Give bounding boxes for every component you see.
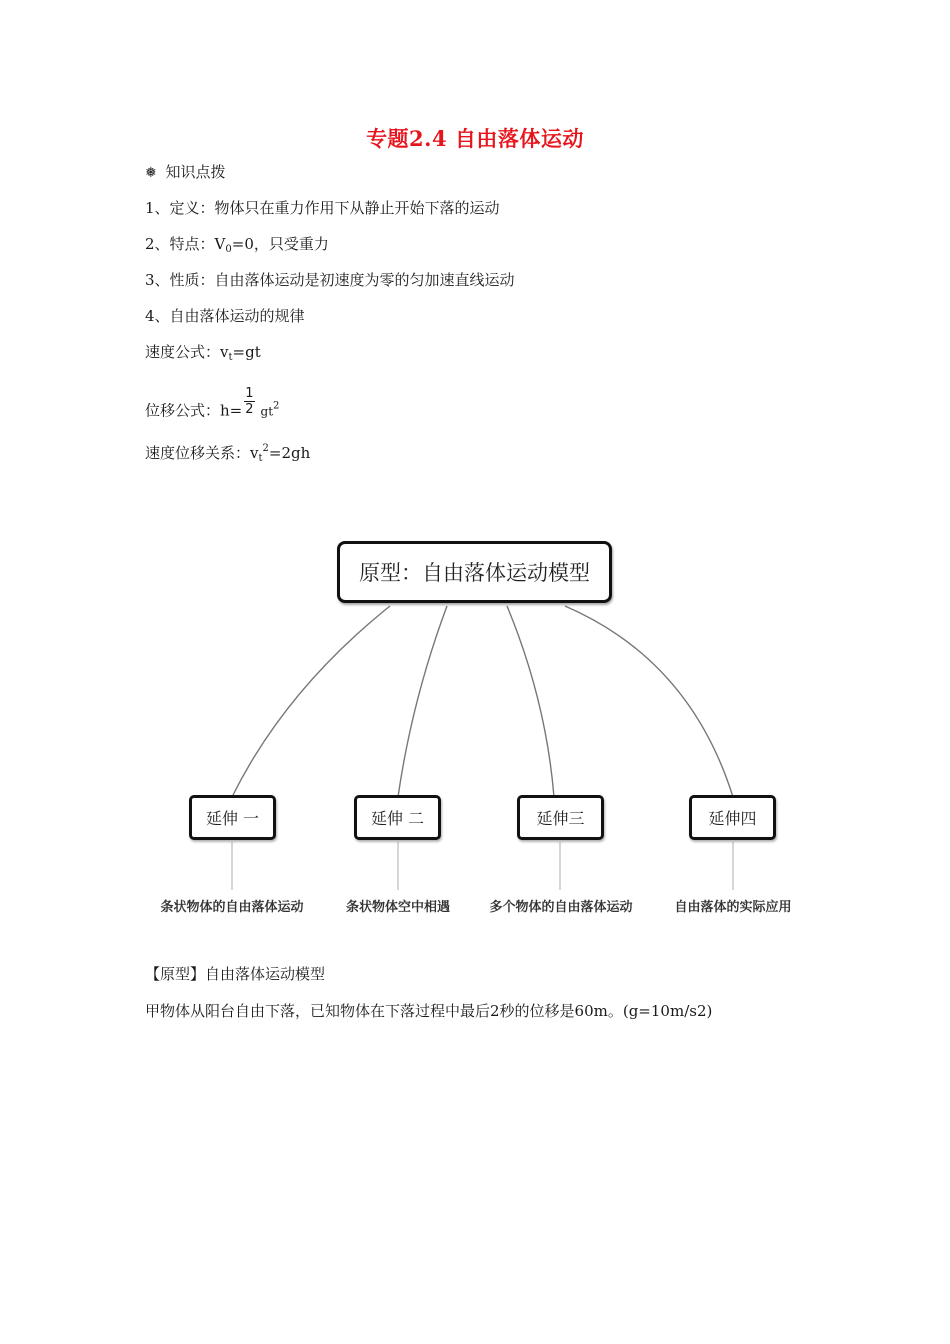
connector-root-ext4 <box>565 606 733 797</box>
extension-label-2: 条状物体空中相遇 <box>345 900 450 915</box>
point-laws: 4、自由落体运动的规律 <box>145 307 305 325</box>
point-features-prefix: 2、特点：V <box>145 235 226 253</box>
extension-label-4: 自由落体的实际应用 <box>674 900 792 915</box>
prototype-heading: 【原型】自由落体运动模型 <box>145 965 326 983</box>
section-heading <box>145 162 226 183</box>
prototype-problem: 甲物体从阳台自由下落，已知物体在下落过程中最后2秒的位移是60m。(g=10m/s2) <box>145 1002 713 1020</box>
displacement-formula <box>145 386 280 427</box>
displacement-formula-label: 位移公式： <box>145 401 221 420</box>
page-title: 专题2.4 自由落体运动 <box>366 126 584 151</box>
displacement-formula-gt: gt <box>260 404 274 419</box>
velocity-formula-rest: =gt <box>232 343 261 361</box>
velocity-displacement-relation <box>145 439 310 469</box>
connector-root-ext1 <box>232 606 390 797</box>
fraction-denominator: 2 <box>245 402 254 417</box>
extension-node-4: 延伸四 <box>689 795 776 840</box>
vd-relation-rest: =2gh <box>268 444 311 462</box>
extension-label-1: 条状物体的自由落体运动 <box>160 900 304 915</box>
diagram-root-node: 原型：自由落体运动模型 <box>337 541 612 603</box>
connector-root-ext2 <box>398 606 447 797</box>
vd-relation-label: 速度位移关系： <box>145 444 251 462</box>
extension-label-3: 多个物体的自由落体运动 <box>489 900 633 915</box>
velocity-formula-label: 速度公式： <box>145 343 221 361</box>
snowflake-bullet-icon: ❅ <box>145 165 157 181</box>
extension-node-2: 延伸 二 <box>354 795 441 840</box>
connector-root-ext3 <box>507 606 554 797</box>
point-features <box>145 234 329 260</box>
displacement-formula-exp: 2 <box>273 400 280 412</box>
velocity-formula-v: v <box>220 343 229 361</box>
velocity-formula-sub: t <box>228 352 233 363</box>
fraction-numerator: 1 <box>245 386 254 401</box>
extension-node-1: 延伸 一 <box>189 795 276 840</box>
point-definition: 1、定义：物体只在重力作用下从静止开始下落的运动 <box>145 199 500 217</box>
vd-relation-exp: 2 <box>262 443 269 454</box>
extension-node-3: 延伸三 <box>517 795 604 840</box>
velocity-formula <box>145 342 261 368</box>
point-nature: 3、性质：自由落体运动是初速度为零的匀加速直线运动 <box>145 271 515 289</box>
point-features-suffix: =0，只受重力 <box>231 235 329 253</box>
fraction-one-half <box>244 386 254 417</box>
displacement-formula-h: h= <box>220 401 243 420</box>
vd-relation-v: v <box>250 444 259 462</box>
point-features-sub: 0 <box>225 244 232 255</box>
vd-relation-sub: t <box>258 453 263 464</box>
section-heading-text: 知识点拨 <box>165 163 226 181</box>
